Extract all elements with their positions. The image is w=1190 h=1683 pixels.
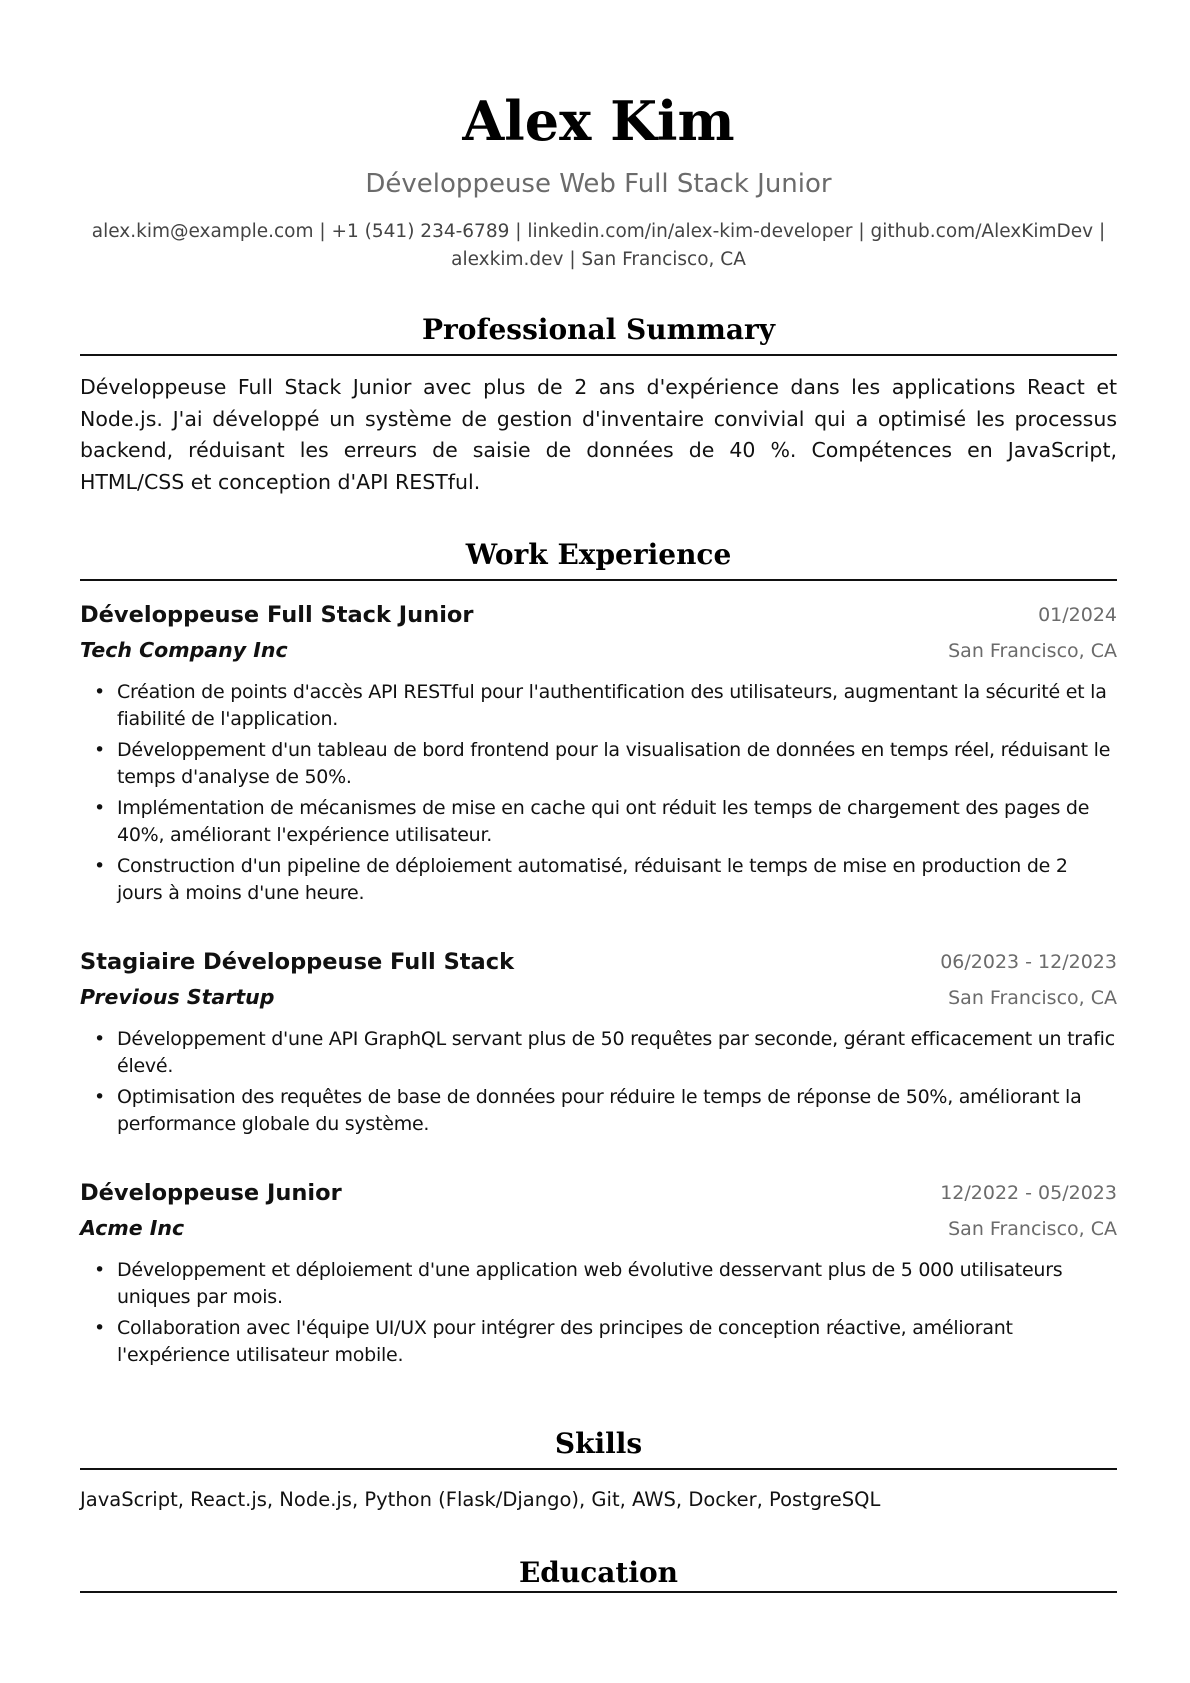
job-bullets: [80, 1257, 1117, 1373]
job-location: San Francisco, CA: [948, 1218, 1117, 1240]
contact-line-2: alexkim.dev | San Francisco, CA: [451, 249, 746, 270]
bullet-dot-icon: •: [94, 797, 105, 819]
bullet-dot-icon: •: [94, 1317, 105, 1339]
bullet-text: Création de points d'accès API RESTful pour l'authentification des utilisateurs, augmentant la sécurité et la fiabilité de l'application.: [117, 681, 1107, 730]
skills-text: JavaScript, React.js, Node.js, Python (Flask/Django), Git, AWS, Docker, PostgreSQL: [80, 1488, 881, 1511]
bullet-item: [80, 1084, 1117, 1137]
job-title: Développeuse Full Stack Junior: [80, 602, 474, 628]
bullet-item: [80, 1257, 1117, 1310]
bullet-text: Implémentation de mécanismes de mise en cache qui ont réduit les temps de chargement des pages de 40%, améliorant l'expérience utilisateur.: [117, 797, 1090, 846]
bullet-item: [80, 853, 1117, 906]
bullet-dot-icon: •: [94, 1028, 105, 1050]
candidate-name: Alex Kim: [462, 89, 735, 153]
job-bullets: [80, 679, 1117, 911]
contact-line-1: alex.kim@example.com | +1 (541) 234-6789 | linkedin.com/in/alex-kim-developer | github.com/AlexKimDev |: [91, 221, 1106, 242]
bullet-item: [80, 795, 1117, 848]
job-title: Stagiaire Développeuse Full Stack: [80, 949, 515, 975]
skills-heading: Skills: [554, 1427, 643, 1460]
bullet-item: [80, 1315, 1117, 1368]
job-date: 06/2023 - 12/2023: [940, 951, 1117, 973]
job-title: Développeuse Junior: [80, 1180, 342, 1206]
bullet-dot-icon: •: [94, 739, 105, 761]
candidate-headline: Développeuse Web Full Stack Junior: [365, 169, 832, 199]
bullet-item: [80, 737, 1117, 790]
bullet-dot-icon: •: [94, 1259, 105, 1281]
contact-info: [80, 218, 1117, 274]
job-bullets: [80, 1026, 1117, 1142]
bullet-item: [80, 1026, 1117, 1079]
experience-divider: [80, 579, 1117, 581]
job-date: 12/2022 - 05/2023: [940, 1182, 1117, 1204]
bullet-item: [80, 679, 1117, 732]
education-divider: [80, 1591, 1117, 1593]
bullet-text: Collaboration avec l'équipe UI/UX pour intégrer des principes de conception réactive, améliorant l'expérience utilisateur mobile.: [117, 1317, 1013, 1366]
bullet-text: Développement d'un tableau de bord frontend pour la visualisation de données en temps réel, réduisant le temps d'analyse de 50%.: [117, 739, 1111, 788]
bullet-dot-icon: •: [94, 1086, 105, 1108]
experience-heading: Work Experience: [465, 538, 732, 571]
summary-text: Développeuse Full Stack Junior avec plus de 2 ans d'expérience dans les applications React et Node.js. J'ai développé un système de gestion d'inventaire convivial qui a optimisé les processus backend, réduisant les erreurs de saisie de données de 40 %. Compétences en JavaScript, HTML/CSS et conception d'API RESTful.: [80, 375, 1117, 494]
job-company: Previous Startup: [80, 985, 275, 1009]
bullet-text: Construction d'un pipeline de déploiement automatisé, réduisant le temps de mise en production de 2 jours à moins d'une heure.: [117, 855, 1068, 904]
job-date: 01/2024: [1038, 604, 1117, 626]
bullet-text: Développement d'une API GraphQL servant plus de 50 requêtes par seconde, gérant efficacement un trafic élevé.: [117, 1028, 1115, 1077]
bullet-text: Développement et déploiement d'une application web évolutive desservant plus de 5 000 utilisateurs uniques par mois.: [117, 1259, 1063, 1308]
job-company: Acme Inc: [80, 1216, 185, 1240]
job-location: San Francisco, CA: [948, 640, 1117, 662]
job-company: Tech Company Inc: [80, 638, 288, 662]
bullet-dot-icon: •: [94, 855, 105, 877]
education-heading: Education: [518, 1556, 679, 1589]
summary-divider: [80, 354, 1117, 356]
summary-heading: Professional Summary: [421, 313, 776, 346]
skills-divider: [80, 1468, 1117, 1470]
bullet-text: Optimisation des requêtes de base de données pour réduire le temps de réponse de 50%, améliorant la performance globale du système.: [117, 1086, 1082, 1135]
bullet-dot-icon: •: [94, 681, 105, 703]
job-location: San Francisco, CA: [948, 987, 1117, 1009]
